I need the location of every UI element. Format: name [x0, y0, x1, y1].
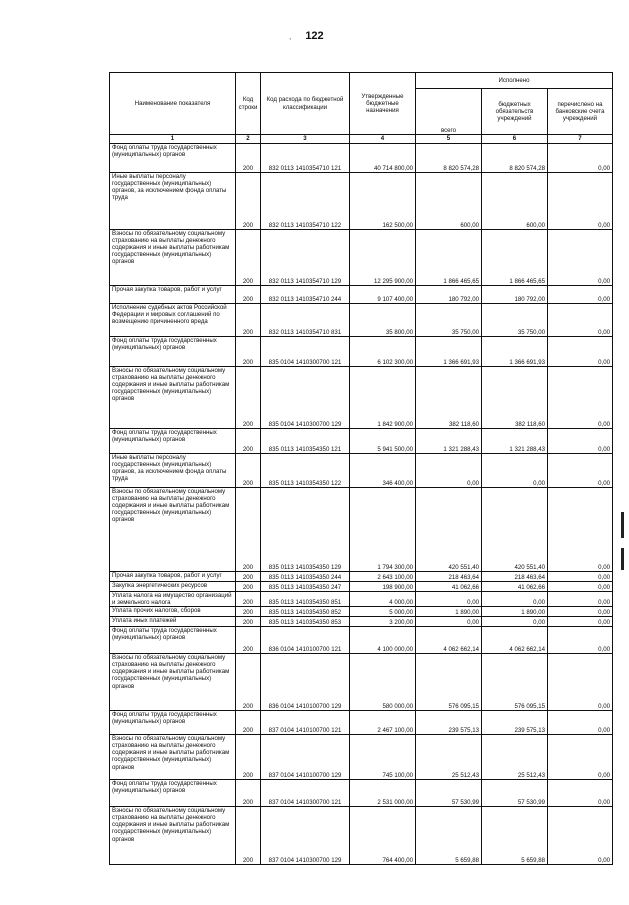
row-line-code: 200 — [236, 627, 261, 654]
header-line-code: Код строки — [236, 73, 261, 135]
row-executed-obligations: 239 575,13 — [482, 711, 548, 735]
header-executed: Исполнено — [416, 73, 613, 89]
row-budget-code: 835 0104 1410300700 121 — [261, 337, 350, 367]
row-approved: 580 000,00 — [350, 654, 416, 711]
row-executed-obligations: 8 820 574,28 — [482, 144, 548, 173]
row-approved: 3 200,00 — [350, 617, 416, 627]
column-number: 4 — [350, 135, 416, 144]
row-name: Уплата иных платежей — [110, 617, 236, 627]
row-executed-obligations: 218 463,64 — [482, 572, 548, 582]
row-approved: 2 531 000,00 — [350, 780, 416, 807]
row-budget-code: 835 0113 1410354350 121 — [261, 429, 350, 454]
row-budget-code: 835 0113 1410354350 244 — [261, 572, 350, 582]
row-executed-total: 8 820 574,28 — [416, 144, 482, 173]
row-approved: 2 467 100,00 — [350, 711, 416, 735]
row-name: Взносы по обязательному социальному страхованию на выплаты денежного содержания и иные выплаты работникам государственных (муниципальных) органов — [110, 807, 236, 865]
row-executed-obligations: 4 062 662,14 — [482, 627, 548, 654]
table-row — [110, 735, 613, 780]
row-line-code: 200 — [236, 780, 261, 807]
row-executed-transferred: 0,00 — [548, 304, 613, 337]
row-name: Фонд оплаты труда государственных (муниципальных) органов — [110, 627, 236, 654]
row-executed-obligations: 41 062,66 — [482, 582, 548, 592]
budget-execution-table — [109, 72, 613, 865]
table-row — [110, 592, 613, 607]
row-budget-code: 832 0113 1410354710 129 — [261, 230, 350, 286]
row-name: Уплата налога на имущество организаций и земельного налога — [110, 592, 236, 607]
row-name: Взносы по обязательному социальному страхованию на выплаты денежного содержания и иные выплаты работникам государственных (муниципальных) органов — [110, 735, 236, 780]
table-row — [110, 230, 613, 286]
row-name: Взносы по обязательному социальному страхованию на выплаты денежного содержания и иные выплаты работникам государственных (муниципальных) органов — [110, 654, 236, 711]
row-executed-total: 35 750,00 — [416, 304, 482, 337]
row-executed-transferred: 0,00 — [548, 654, 613, 711]
row-budget-code: 836 0104 1410100700 121 — [261, 627, 350, 654]
column-number: 5 — [416, 135, 482, 144]
header-executed-total: всего — [416, 89, 482, 135]
table-row — [110, 572, 613, 582]
row-budget-code: 835 0113 1410354350 122 — [261, 454, 350, 488]
row-executed-transferred: 0,00 — [548, 807, 613, 865]
row-executed-obligations: 600,00 — [482, 173, 548, 230]
row-name: Взносы по обязательному социальному страхованию на выплаты денежного содержания и иные выплаты работникам государственных (муниципальных) органов — [110, 488, 236, 572]
table-row — [110, 607, 613, 617]
table-row — [110, 286, 613, 304]
row-approved: 162 500,00 — [350, 173, 416, 230]
row-name: Прочая закупка товаров, работ и услуг — [110, 286, 236, 304]
row-name: Фонд оплаты труда государственных (муниципальных) органов — [110, 780, 236, 807]
row-executed-obligations: 1 366 691,93 — [482, 337, 548, 367]
row-executed-transferred: 0,00 — [548, 572, 613, 582]
column-number: 7 — [548, 135, 613, 144]
row-budget-code: 835 0113 1410354350 851 — [261, 592, 350, 607]
row-executed-transferred: 0,00 — [548, 488, 613, 572]
row-executed-total: 239 575,13 — [416, 711, 482, 735]
row-executed-obligations: 0,00 — [482, 454, 548, 488]
table-row — [110, 304, 613, 337]
table-row — [110, 337, 613, 367]
row-line-code: 200 — [236, 607, 261, 617]
table-row — [110, 711, 613, 735]
header-executed-transferred: перечислено на банковские счета учреждений — [548, 89, 613, 135]
row-name: Фонд оплаты труда государственных (муниципальных) органов — [110, 337, 236, 367]
row-line-code: 200 — [236, 304, 261, 337]
column-number: 3 — [261, 135, 350, 144]
row-line-code: 200 — [236, 230, 261, 286]
row-executed-total: 0,00 — [416, 454, 482, 488]
row-line-code: 200 — [236, 592, 261, 607]
table-row — [110, 488, 613, 572]
scan-mark: , — [289, 32, 292, 41]
row-executed-transferred: 0,00 — [548, 454, 613, 488]
row-executed-obligations: 180 792,00 — [482, 286, 548, 304]
row-name: Взносы по обязательному социальному страхованию на выплаты денежного содержания и иные выплаты работникам государственных (муниципальных) органов — [110, 367, 236, 429]
row-executed-transferred: 0,00 — [548, 582, 613, 592]
row-line-code: 200 — [236, 654, 261, 711]
row-approved: 5 000,00 — [350, 607, 416, 617]
row-executed-obligations: 1 321 288,43 — [482, 429, 548, 454]
row-line-code: 200 — [236, 711, 261, 735]
row-executed-obligations: 0,00 — [482, 592, 548, 607]
row-executed-total: 600,00 — [416, 173, 482, 230]
row-approved: 35 800,00 — [350, 304, 416, 337]
row-executed-transferred: 0,00 — [548, 230, 613, 286]
row-name: Уплата прочих налогов, сборов — [110, 607, 236, 617]
table-row — [110, 654, 613, 711]
row-line-code: 200 — [236, 337, 261, 367]
column-number: 6 — [482, 135, 548, 144]
row-executed-total: 1 890,00 — [416, 607, 482, 617]
row-line-code: 200 — [236, 429, 261, 454]
row-executed-transferred: 0,00 — [548, 337, 613, 367]
margin-mark — [621, 548, 624, 570]
page-number: 122 — [305, 30, 324, 42]
row-name: Иные выплаты персоналу государственных (муниципальных) органов, за исключением фонда оплаты труда — [110, 454, 236, 488]
row-executed-transferred: 0,00 — [548, 735, 613, 780]
row-executed-transferred: 0,00 — [548, 429, 613, 454]
row-approved: 9 107 400,00 — [350, 286, 416, 304]
row-executed-obligations: 5 659,88 — [482, 807, 548, 865]
row-budget-code: 832 0113 1410354710 244 — [261, 286, 350, 304]
row-approved: 346 400,00 — [350, 454, 416, 488]
table-row — [110, 582, 613, 592]
row-executed-total: 25 512,43 — [416, 735, 482, 780]
row-executed-transferred: 0,00 — [548, 144, 613, 173]
table-row — [110, 807, 613, 865]
row-executed-obligations: 35 750,00 — [482, 304, 548, 337]
table-row — [110, 429, 613, 454]
row-approved: 198 900,00 — [350, 582, 416, 592]
row-executed-total: 180 792,00 — [416, 286, 482, 304]
table-row — [110, 627, 613, 654]
column-number: 2 — [236, 135, 261, 144]
table-row — [110, 173, 613, 230]
column-number: 1 — [110, 135, 236, 144]
row-approved: 1 842 900,00 — [350, 367, 416, 429]
row-executed-transferred: 0,00 — [548, 592, 613, 607]
row-name: Фонд оплаты труда государственных (муниципальных) органов — [110, 429, 236, 454]
row-executed-total: 0,00 — [416, 592, 482, 607]
row-name: Фонд оплаты труда государственных (муниципальных) органов — [110, 144, 236, 173]
row-executed-obligations: 420 551,40 — [482, 488, 548, 572]
row-approved: 4 100 000,00 — [350, 627, 416, 654]
row-budget-code: 837 0104 1410300700 121 — [261, 780, 350, 807]
row-executed-total: 382 118,60 — [416, 367, 482, 429]
row-line-code: 200 — [236, 286, 261, 304]
row-line-code: 200 — [236, 173, 261, 230]
row-budget-code: 836 0104 1410100700 129 — [261, 654, 350, 711]
header-approved: Утвержденные бюджетные назначения — [350, 73, 416, 135]
row-line-code: 200 — [236, 488, 261, 572]
row-budget-code: 837 0104 1410100700 121 — [261, 711, 350, 735]
row-executed-total: 5 659,88 — [416, 807, 482, 865]
row-executed-total: 1 866 465,65 — [416, 230, 482, 286]
margin-mark — [621, 512, 624, 538]
row-line-code: 200 — [236, 367, 261, 429]
row-budget-code: 835 0113 1410354350 853 — [261, 617, 350, 627]
row-executed-total: 218 463,64 — [416, 572, 482, 582]
row-budget-code: 832 0113 1410354710 831 — [261, 304, 350, 337]
row-executed-total: 4 062 662,14 — [416, 627, 482, 654]
row-approved: 1 794 300,00 — [350, 488, 416, 572]
row-executed-obligations: 576 095,15 — [482, 654, 548, 711]
row-executed-total: 1 321 288,43 — [416, 429, 482, 454]
row-executed-transferred: 0,00 — [548, 627, 613, 654]
row-line-code: 200 — [236, 617, 261, 627]
row-approved: 6 102 300,00 — [350, 337, 416, 367]
row-executed-transferred: 0,00 — [548, 173, 613, 230]
row-budget-code: 837 0104 1410300700 129 — [261, 807, 350, 865]
row-executed-total: 576 095,15 — [416, 654, 482, 711]
row-executed-obligations: 382 118,60 — [482, 367, 548, 429]
row-executed-transferred: 0,00 — [548, 711, 613, 735]
row-budget-code: 835 0113 1410354350 247 — [261, 582, 350, 592]
row-approved: 5 941 500,00 — [350, 429, 416, 454]
table-row — [110, 367, 613, 429]
table-row — [110, 617, 613, 627]
row-executed-total: 420 551,40 — [416, 488, 482, 572]
row-budget-code: 832 0113 1410354710 121 — [261, 144, 350, 173]
row-executed-total: 57 530,99 — [416, 780, 482, 807]
row-executed-transferred: 0,00 — [548, 367, 613, 429]
row-executed-transferred: 0,00 — [548, 780, 613, 807]
header-name: Наименование показателя — [110, 73, 236, 135]
row-budget-code: 832 0113 1410354710 122 — [261, 173, 350, 230]
row-executed-total: 1 366 691,93 — [416, 337, 482, 367]
row-approved: 764 400,00 — [350, 807, 416, 865]
column-number-row — [110, 135, 613, 144]
row-executed-total: 0,00 — [416, 617, 482, 627]
row-executed-obligations: 57 530,99 — [482, 780, 548, 807]
header-executed-obligations: бюджетных обязательств учреждений — [482, 89, 548, 135]
header-budget-code: Код расхода по бюджетной классификации — [261, 73, 350, 135]
row-line-code: 200 — [236, 454, 261, 488]
table-row — [110, 454, 613, 488]
row-name: Закупка энергетических ресурсов — [110, 582, 236, 592]
row-approved: 40 714 800,00 — [350, 144, 416, 173]
row-line-code: 200 — [236, 144, 261, 173]
row-budget-code: 837 0104 1410100700 129 — [261, 735, 350, 780]
table-row — [110, 780, 613, 807]
row-executed-obligations: 25 512,43 — [482, 735, 548, 780]
row-name: Прочая закупка товаров, работ и услуг — [110, 572, 236, 582]
row-approved: 745 100,00 — [350, 735, 416, 780]
row-approved: 4 000,00 — [350, 592, 416, 607]
row-budget-code: 835 0113 1410354350 129 — [261, 488, 350, 572]
row-name: Иные выплаты персоналу государственных (муниципальных) органов, за исключением фонда оплаты труда — [110, 173, 236, 230]
row-name: Взносы по обязательному социальному страхованию на выплаты денежного содержания и иные выплаты работникам государственных (муниципальных) органов — [110, 230, 236, 286]
row-name: Исполнение судебных актов Российской Федерации и мировых соглашений по возмещению причиненного вреда — [110, 304, 236, 337]
row-executed-total: 41 062,66 — [416, 582, 482, 592]
row-executed-transferred: 0,00 — [548, 286, 613, 304]
row-line-code: 200 — [236, 572, 261, 582]
row-budget-code: 835 0104 1410300700 129 — [261, 367, 350, 429]
row-approved: 2 643 100,00 — [350, 572, 416, 582]
row-executed-transferred: 0,00 — [548, 607, 613, 617]
row-approved: 12 295 900,00 — [350, 230, 416, 286]
row-budget-code: 835 0113 1410354350 852 — [261, 607, 350, 617]
row-line-code: 200 — [236, 807, 261, 865]
row-executed-obligations: 1 890,00 — [482, 607, 548, 617]
row-executed-obligations: 0,00 — [482, 617, 548, 627]
row-executed-obligations: 1 866 465,65 — [482, 230, 548, 286]
row-line-code: 200 — [236, 735, 261, 780]
table-row — [110, 144, 613, 173]
row-executed-transferred: 0,00 — [548, 617, 613, 627]
row-name: Фонд оплаты труда государственных (муниципальных) органов — [110, 711, 236, 735]
row-line-code: 200 — [236, 582, 261, 592]
